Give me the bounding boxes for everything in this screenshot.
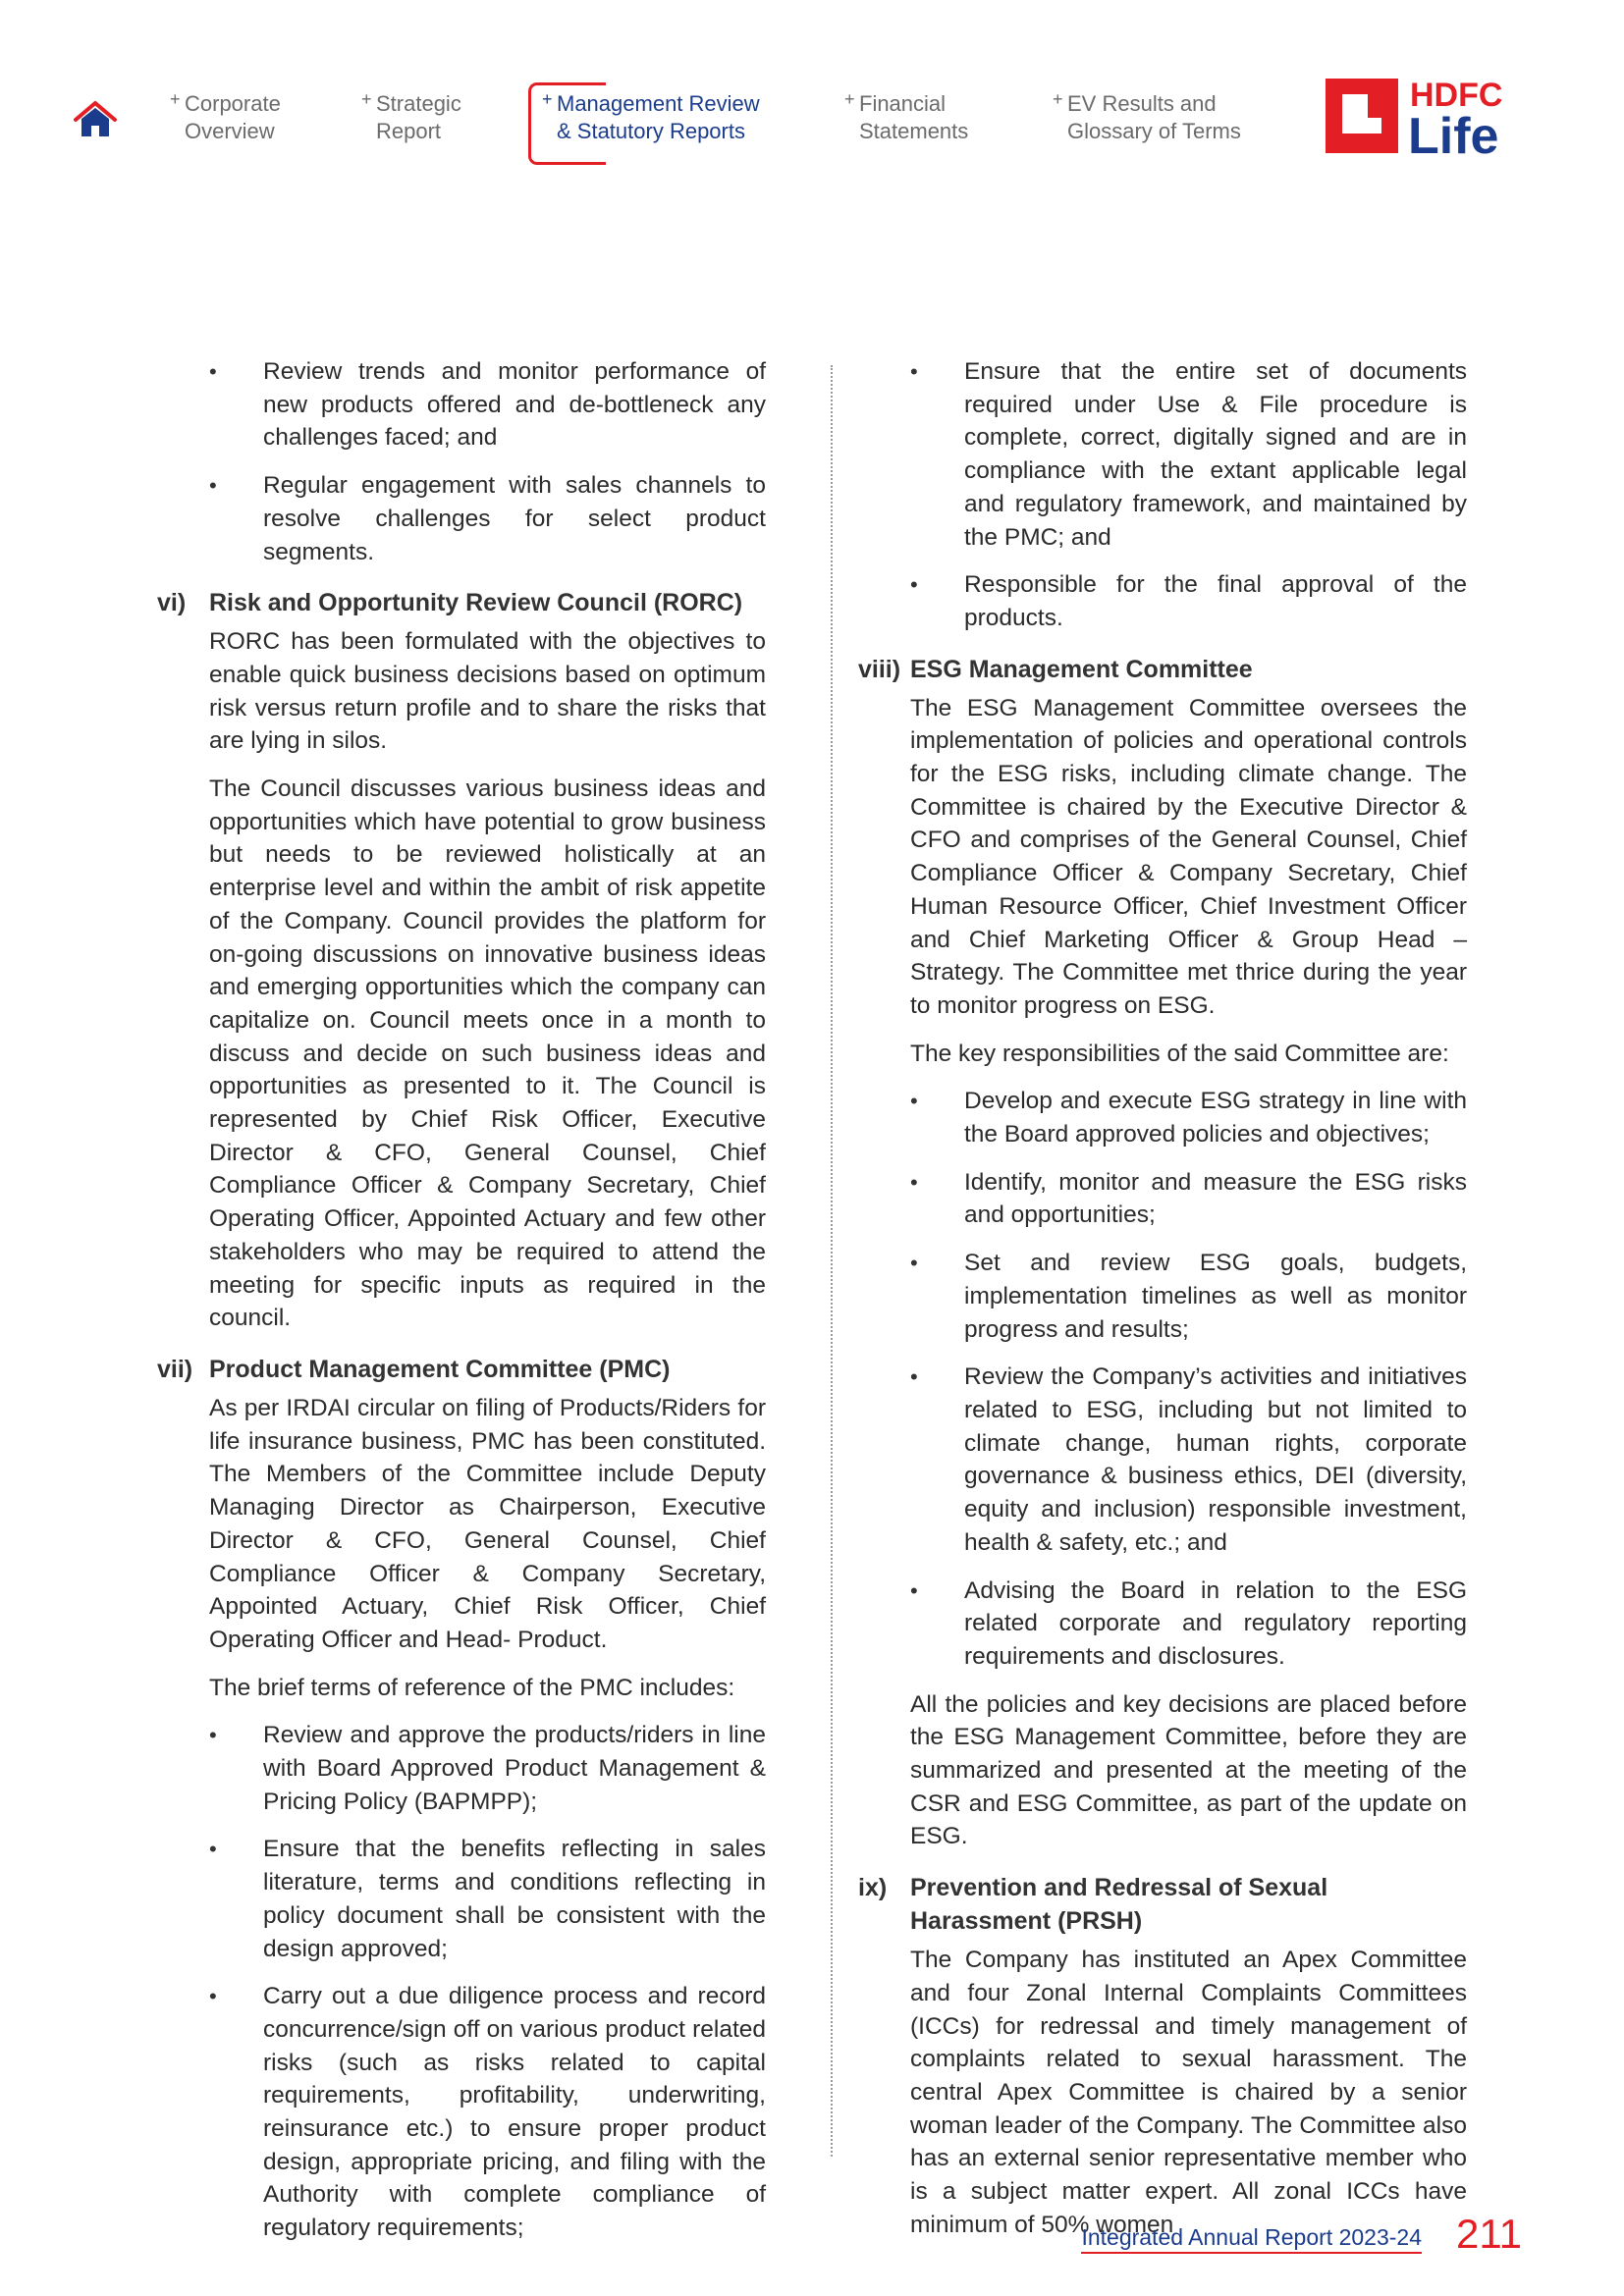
list-item: • Develop and execute ESG strategy in line with the Board approved policies and objectives;	[910, 1085, 1467, 1150]
section-number: vii)	[157, 1355, 193, 1383]
page-footer	[1070, 2211, 1522, 2260]
list-item: • Carry out a due diligence process and record concurrence/sign off on various product related risks (such as risks related to capital requirements, profitability, underwriting, reinsurance etc.) to ensure proper product design, appropriate pricing, and filing with the Authority with complete compliance of regulatory requirements;	[209, 1980, 766, 2245]
plus-icon: +	[1053, 89, 1063, 109]
plus-icon: +	[542, 89, 553, 109]
bullet-list	[209, 1719, 766, 2245]
nav-financial-statements[interactable]	[844, 89, 969, 145]
home-icon[interactable]	[74, 100, 117, 139]
list-item: • Set and review ESG goals, budgets, implementation timelines as well as monitor progress and results;	[910, 1247, 1467, 1346]
plus-icon: +	[844, 89, 855, 109]
section-heading-rorc	[157, 586, 766, 619]
page-number: 211	[1456, 2211, 1522, 2257]
nav-ev-results[interactable]	[1053, 89, 1241, 145]
section-number: ix)	[858, 1874, 888, 1902]
nav-label-line1: Financial	[859, 91, 947, 116]
bullet-list	[910, 355, 1467, 635]
paragraph: The key responsibilities of the said Committee are:	[910, 1040, 1449, 1067]
nav-label-line2: & Statutory Reports	[557, 119, 745, 143]
bullet-list	[910, 1085, 1467, 1673]
nav-label-line1: EV Results and	[1067, 91, 1217, 116]
section-heading-esg	[858, 653, 1467, 686]
active-section-marker	[528, 82, 606, 165]
hdfc-life-logo	[1326, 75, 1512, 157]
left-column	[157, 355, 766, 2260]
nav-strategic-report[interactable]	[361, 89, 461, 145]
paragraph: RORC has been formulated with the objectives to enable quick business decisions based on optimum risk versus return profile and to share the risks that are lying in silos.	[209, 628, 766, 755]
paragraph: The Company has instituted an Apex Committee and four Zonal Internal Complaints Committees (ICCs) for redressal and timely management of complaints related to sexual harassment. The central Apex Committee is chaired by a senior woman leader of the Company. The Committee also has an external senior representative member who is a subject matter expert. All zonal ICCs have minimum of 50% women	[910, 1947, 1467, 2238]
right-column	[858, 355, 1467, 2256]
list-item: • Review and approve the products/riders in line with Board Approved Product Management & Pricing Policy (BAPMPP);	[209, 1719, 766, 1818]
nav-label-line1: Management Review	[557, 91, 760, 116]
nav-corporate-overview[interactable]	[170, 89, 281, 145]
list-item: • Review trends and monitor performance of new products offered and de-bottleneck any challenges faced; and	[209, 355, 766, 454]
nav-label-line2: Glossary of Terms	[1067, 119, 1241, 143]
section-title: ESG Management Committee	[910, 655, 1253, 683]
column-divider	[831, 365, 833, 2157]
nav-label-line2: Overview	[185, 119, 275, 143]
paragraph: As per IRDAI circular on filing of Products/Riders for life insurance business, PMC has been constituted. The Members of the Committee include Deputy Managing Director as Chairperson, Executive Director & CFO, General Counsel, Chief Compliance Officer & Company Secretary, Appointed Actuary, Chief Risk Officer, Chief Operating Officer and Head- Product.	[209, 1394, 766, 1653]
paragraph: The ESG Management Committee oversees the implementation of policies and operational controls for the ESG risks, including climate change. The Committee is chaired by the Executive Director & CFO and comprises of the General Counsel, Chief Compliance Officer & Company Secretary, Chief Human Resource Officer, Chief Investment Officer and Chief Marketing Officer & Group Head – Strategy. The Committee met thrice during the year to monitor progress on ESG.	[910, 694, 1467, 1019]
list-item: • Ensure that the benefits reflecting in sales literature, terms and conditions reflecting in policy document shall be consistent with the design approved;	[209, 1833, 766, 1965]
list-item: • Responsible for the final approval of the products.	[910, 568, 1467, 634]
logo-text-hdfc: HDFC	[1410, 77, 1503, 114]
paragraph: The Council discusses various business ideas and opportunities which have potential to grow business but needs to be reviewed holistically at an enterprise level and within the ambit of risk appetite of the Company. Council provides the platform for on-going discussions on innovative business ideas and emerging opportunities which the company can capitalize on. Council meets once in a month to discuss and decide on such business ideas and opportunities as presented to it. The Council is represented by Chief Risk Officer, Executive Director & CFO, General Counsel, Chief Compliance Officer & Company Secretary, Chief Operating Officer, Appointed Actuary and few other stakeholders who may be required to attend the meeting for specific inputs as required in the council.	[209, 775, 766, 1332]
logo-text-life: Life	[1408, 108, 1499, 157]
list-item: • Advising the Board in relation to the ESG related corporate and regulatory reporting requirements and disclosures.	[910, 1575, 1467, 1674]
section-heading-prsh	[858, 1871, 1467, 1938]
section-heading-pmc	[157, 1353, 766, 1386]
paragraph: The brief terms of reference of the PMC includes:	[209, 1674, 735, 1701]
nav-label-line1: Corporate	[185, 91, 281, 116]
section-title: Risk and Opportunity Review Council (RORC)	[209, 589, 743, 617]
nav-label-line1: Strategic	[376, 91, 461, 116]
section-title: Prevention and Redressal of Sexual Harassment (PRSH)	[910, 1874, 1328, 1936]
paragraph: All the policies and key decisions are placed before the ESG Management Committee, before they are summarized and presented at the meeting of the CSR and ESG Committee, as part of the update on ESG.	[910, 1690, 1467, 1850]
report-title: Integrated Annual Report 2023-24	[1081, 2224, 1422, 2254]
list-item: • Ensure that the entire set of documents required under Use & File procedure is complete, correct, digitally signed and are in compliance with the extant applicable legal and regulatory framework, and maintained by the PMC; and	[910, 355, 1467, 554]
plus-icon: +	[361, 89, 372, 109]
section-number: vi)	[157, 589, 187, 617]
list-item: • Identify, monitor and measure the ESG risks and opportunities;	[910, 1166, 1467, 1232]
nav-label-line2: Report	[376, 119, 442, 143]
bullet-list	[209, 355, 766, 568]
plus-icon: +	[170, 89, 181, 109]
list-item: • Review the Company’s activities and initiatives related to ESG, including but not limited to climate change, human rights, corporate governance & business ethics, DEI (diversity, equity and inclusion) responsible investment, health & safety, etc.; and	[910, 1361, 1467, 1559]
section-number: viii)	[858, 655, 901, 683]
nav-label-line2: Statements	[859, 119, 969, 143]
section-title: Product Management Committee (PMC)	[209, 1355, 671, 1383]
list-item: • Regular engagement with sales channels to resolve challenges for select product segments.	[209, 469, 766, 568]
